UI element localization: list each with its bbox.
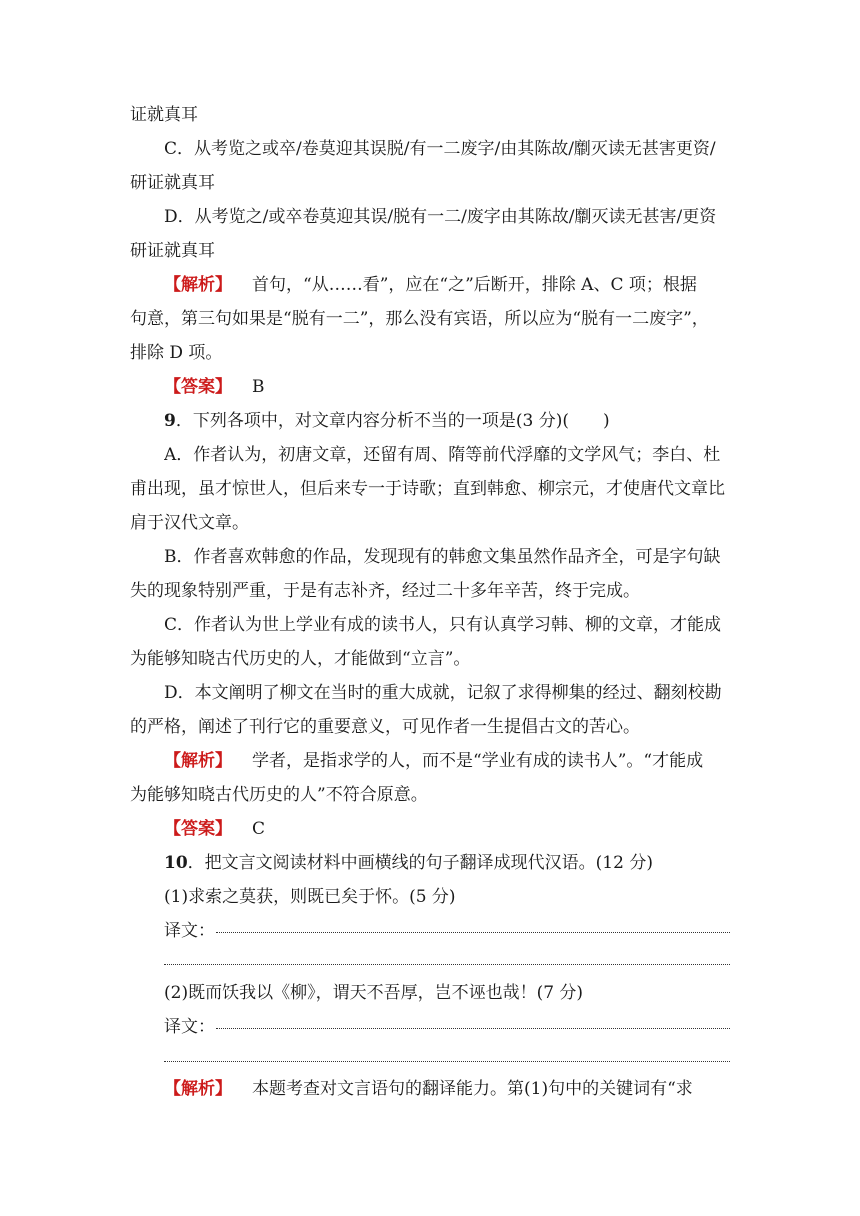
q10-number: 10 <box>164 853 188 873</box>
q9-stem-text: ．下列各项中，对文章内容分析不当的一项是(3 分)( ) <box>175 411 610 431</box>
answer-line-4 <box>164 1061 730 1062</box>
analysis-tag: 【 解析 】 <box>164 1079 232 1099</box>
answer-tag: 【 答案 】 <box>164 377 232 397</box>
option-d-line2: 研证就真耳 <box>130 241 215 261</box>
q8-analysis-line1 <box>164 268 730 302</box>
option-b-tail: 证就真耳 <box>130 105 198 125</box>
q9-option-a-line2: 甫出现，虽才惊世人，但后来专一于诗歌；直到韩愈、柳宗元，才使唐代文章比 <box>130 479 725 499</box>
q10-stem-text: ．把文言文阅读材料中画横线的句子翻译成现代汉语。(12 分) <box>187 853 653 873</box>
answer-line-3 <box>216 1028 730 1029</box>
q9-analysis-text: 学者，是指求学的人，而不是“学业有成的读书人”。“才能成 <box>252 751 704 771</box>
q9-option-a-line3: 肩于汉代文章。 <box>130 513 249 533</box>
q9-option-d-line2: 的严格，阐述了刊行它的重要意义，可见作者一生提倡古文的苦心。 <box>130 717 640 737</box>
q10-stem <box>164 846 730 880</box>
q10-analysis-line1 <box>164 1072 730 1106</box>
answer-tag: 【 答案 】 <box>164 819 232 839</box>
translation-label-2: 译文： <box>164 1017 215 1037</box>
q9-option-b-line2: 失的现象特别严重，于是有志补齐，经过二十多年辛苦，终于完成。 <box>130 581 640 601</box>
option-c-line2: 研证就真耳 <box>130 173 215 193</box>
analysis-tag: 【 解析 】 <box>164 751 232 771</box>
q10-analysis-text: 本题考查对文言语句的翻译能力。第(1)句中的关键词有“求 <box>252 1079 693 1099</box>
q9-option-c-line1: C．作者认为世上学业有成的读书人，只有认真学习韩、柳的文章，才能成 <box>164 615 722 635</box>
q9-answer-value: C <box>252 819 266 839</box>
q8-analysis-line2: 句意，第三句如果是“脱有一二”，那么没有宾语，所以应为“脱有一二废字”， <box>130 309 709 329</box>
q9-analysis-line1 <box>164 744 730 778</box>
option-c-line1: C．从考览之或卒/卷莫迎其误脱/有一二废字/由其陈故/劘灭读无甚害更资/ <box>164 139 716 159</box>
option-d-line1: D．从考览之/或卒卷莫迎其误/脱有一二/废字由其陈故/劘灭读无甚害/更资 <box>164 207 717 227</box>
answer-line-2 <box>164 964 730 965</box>
q9-option-c-line2: 为能够知晓古代历史的人，才能做到“立言”。 <box>130 649 471 669</box>
q8-answer-value: B <box>252 377 265 397</box>
q8-analysis-text: 首句，“从……看”，应在“之”后断开，排除 A、C 项；根据 <box>252 275 697 295</box>
q9-option-b-line1: B．作者喜欢韩愈的作品，发现现有的韩愈文集虽然作品齐全，可是字句缺 <box>164 547 721 567</box>
q8-answer <box>164 370 730 404</box>
translation-label-1: 译文： <box>164 921 215 941</box>
q9-analysis-line2: 为能够知晓古代历史的人”不符合原意。 <box>130 785 428 805</box>
q9-option-d-line1: D．本文阐明了柳文在当时的重大成就，记叙了求得柳集的经过、翻刻校勘 <box>164 683 722 703</box>
q9-stem <box>164 404 730 438</box>
q10-sub1: (1)求索之莫获，则既已矣于怀。(5 分) <box>164 887 456 907</box>
q9-number: 9 <box>164 411 176 431</box>
q10-sub2: (2)既而饫我以《柳》，谓天不吾厚，岂不诬也哉！(7 分) <box>164 983 584 1003</box>
analysis-tag: 【 解析 】 <box>164 275 232 295</box>
answer-line-1 <box>216 932 730 933</box>
q9-option-a-line1: A．作者认为，初唐文章，还留有周、隋等前代浮靡的文学风气；李白、杜 <box>164 445 721 465</box>
q9-answer <box>164 812 730 846</box>
q8-analysis-line3: 排除 D 项。 <box>130 343 223 363</box>
